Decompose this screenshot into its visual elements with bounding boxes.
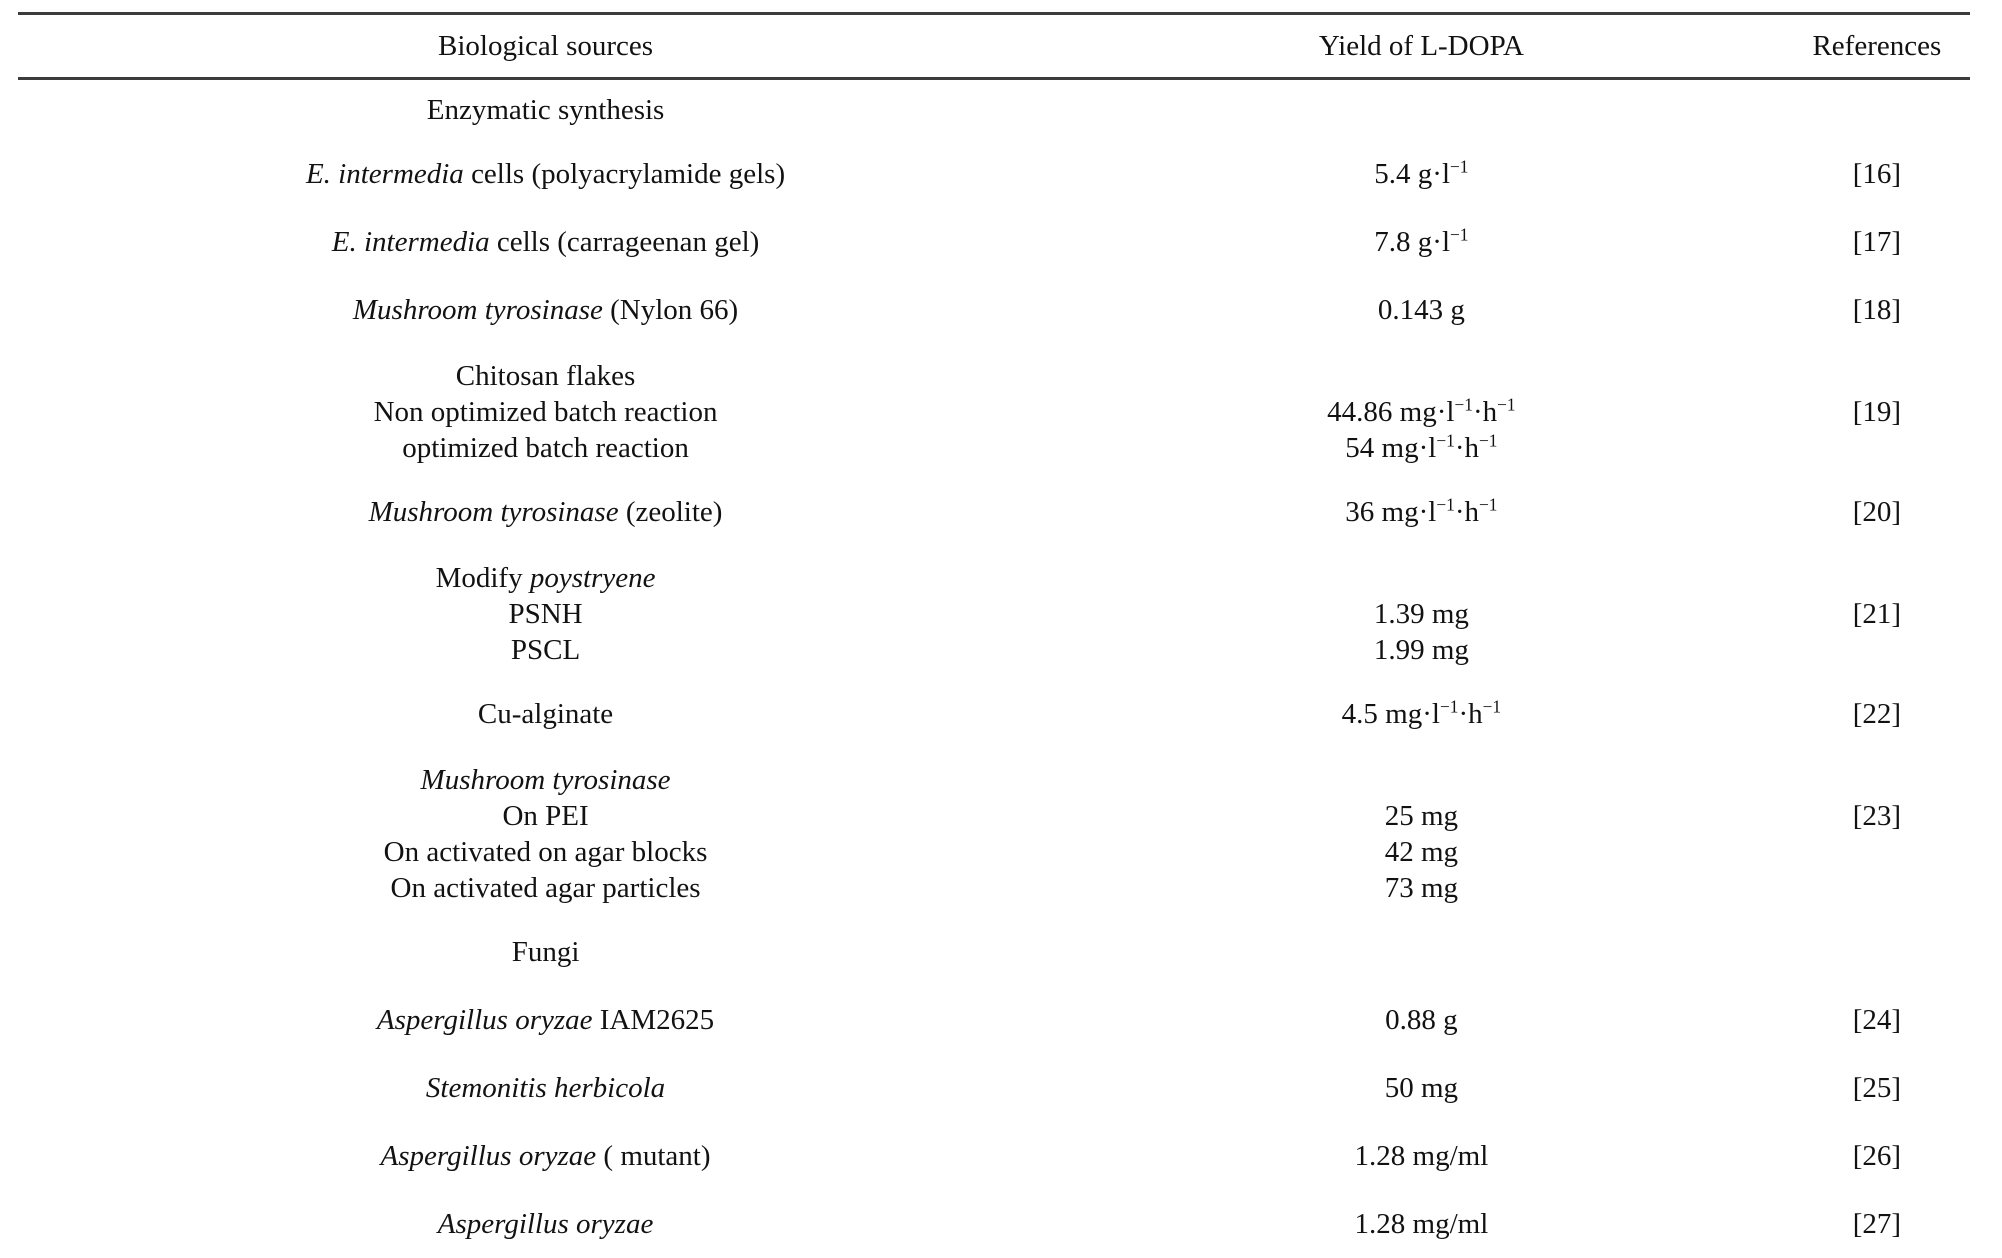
- reference-cell: [1752, 430, 2002, 466]
- source-cell: [0, 1072, 1091, 1105]
- source-text: On PEI: [502, 800, 589, 832]
- source-cell: [0, 762, 1091, 798]
- source-cell: [0, 560, 1091, 596]
- yield-cell: 42 mg: [1384, 836, 1459, 868]
- source-text: E. intermedia: [305, 157, 464, 190]
- table-row: [0, 478, 2002, 546]
- yield-cell: 1.39 mg: [1373, 598, 1469, 630]
- yield-cell: 36 $mg\cdot l^{-1}\cdot h^{-1}$: [1345, 493, 1498, 528]
- table-row: [0, 680, 2002, 748]
- source-text: cells (carrageenan gel): [489, 225, 760, 258]
- source-text: Non optimized batch reaction: [373, 396, 718, 428]
- table-row: [0, 208, 2002, 276]
- source-cell: [0, 430, 1091, 466]
- source-cell: [0, 1208, 1091, 1241]
- reference-cell: [24]: [1852, 1003, 1902, 1036]
- source-text: Aspergillus oryzae: [376, 1003, 593, 1036]
- source-cell: [0, 596, 1091, 632]
- table-row: [0, 1054, 2002, 1122]
- source-cell: [0, 496, 1091, 529]
- table-row: [0, 140, 2002, 208]
- yield-cell: 5.4 $g\cdot l^{-1}$: [1374, 155, 1469, 190]
- column-header-references: References: [1812, 29, 1942, 62]
- source-cell: [0, 870, 1091, 906]
- source-cell: [0, 358, 1091, 394]
- reference-cell: [17]: [1852, 225, 1902, 258]
- group-line: [0, 394, 2002, 430]
- group-line: [0, 870, 2002, 906]
- source-text: Cu-alginate: [477, 697, 614, 730]
- table-row-group: [0, 748, 2002, 918]
- table-row: [0, 1122, 2002, 1190]
- yield-cell: [1091, 762, 1752, 798]
- group-line: [0, 798, 2002, 834]
- source-cell: [0, 294, 1091, 327]
- yield-cell: 1.28 mg/ml: [1354, 1207, 1489, 1240]
- source-text: Fungi: [511, 935, 580, 968]
- source-cell: [0, 632, 1091, 668]
- reference-cell: [18]: [1852, 293, 1902, 326]
- yield-cell: 54 $mg\cdot l^{-1}\cdot h^{-1}$: [1345, 430, 1498, 464]
- table-header-row: [0, 15, 2002, 77]
- table-row: [0, 276, 2002, 344]
- source-cell: [0, 834, 1091, 870]
- yield-cell: [1091, 560, 1752, 596]
- source-cell: [0, 158, 1091, 191]
- group-line: [0, 430, 2002, 466]
- reference-cell: [23]: [1852, 800, 1902, 832]
- source-text: Aspergillus oryzae: [437, 1207, 654, 1240]
- yield-cell: 50 mg: [1384, 1071, 1459, 1104]
- reference-cell: [27]: [1852, 1207, 1902, 1240]
- reference-cell: [1752, 870, 2002, 906]
- source-text: On activated on agar blocks: [383, 836, 708, 868]
- source-cell: [0, 1140, 1091, 1173]
- reference-cell: [1752, 358, 2002, 394]
- reference-cell: [1752, 632, 2002, 668]
- table-row: [0, 986, 2002, 1054]
- column-header-yield: Yield of L-DOPA: [1318, 29, 1524, 62]
- source-cell: [0, 798, 1091, 834]
- source-text: Mushroom tyrosinase: [352, 293, 603, 326]
- source-text: Aspergillus oryzae: [380, 1139, 597, 1172]
- source-cell: [0, 1004, 1091, 1037]
- source-cell: [0, 394, 1091, 430]
- yield-cell: 7.8 $g\cdot l^{-1}$: [1374, 223, 1469, 258]
- section-row: [0, 918, 2002, 986]
- source-text: PSNH: [508, 598, 583, 630]
- source-cell: [0, 936, 1091, 969]
- reference-cell: [1752, 762, 2002, 798]
- source-text: E. intermedia: [331, 225, 490, 258]
- yield-cell: 1.99 mg: [1373, 634, 1469, 666]
- source-text: PSCL: [510, 634, 581, 666]
- source-text: On activated agar particles: [390, 872, 701, 904]
- source-text: IAM2625: [592, 1003, 715, 1036]
- table-row: [0, 1190, 2002, 1258]
- section-row: [0, 80, 2002, 140]
- yield-cell: 4.5 $mg\cdot l^{-1}\cdot h^{-1}$: [1341, 695, 1502, 730]
- source-text: optimized batch reaction: [402, 432, 689, 464]
- group-line: [0, 358, 2002, 394]
- reference-cell: [25]: [1852, 1071, 1902, 1104]
- source-text: Chitosan flakes: [455, 360, 636, 392]
- column-header-biological-sources: Biological sources: [438, 29, 654, 62]
- source-cell: [0, 698, 1091, 731]
- reference-cell: [26]: [1852, 1139, 1902, 1172]
- reference-cell: [19]: [1852, 396, 1902, 428]
- table-row-group: [0, 546, 2002, 680]
- source-cell: [0, 226, 1091, 259]
- source-text: Stemonitis herbicola: [425, 1071, 666, 1104]
- reference-cell: [22]: [1852, 697, 1902, 730]
- source-text: (Nylon 66): [602, 293, 739, 326]
- yield-cell: 0.143 g: [1377, 293, 1465, 326]
- yield-cell: [1091, 358, 1752, 394]
- reference-cell: [16]: [1852, 157, 1902, 190]
- group-line: [0, 632, 2002, 668]
- yield-cell: 44.86 $mg\cdot l^{-1}\cdot h^{-1}$: [1327, 394, 1516, 428]
- yield-cell: 1.28 mg/ml: [1354, 1139, 1489, 1172]
- table-body: [0, 80, 2002, 1258]
- reference-cell: [20]: [1852, 495, 1902, 528]
- source-cell: [0, 94, 1091, 127]
- yield-cell: 25 mg: [1384, 800, 1459, 832]
- yield-cell: 0.88 g: [1385, 1003, 1458, 1036]
- reference-cell: [1752, 560, 2002, 596]
- reference-cell: [21]: [1852, 598, 1902, 630]
- source-text: poystryene: [529, 562, 656, 594]
- reference-cell: [1752, 834, 2002, 870]
- source-text: (zeolite): [618, 495, 723, 528]
- group-line: [0, 560, 2002, 596]
- group-line: [0, 834, 2002, 870]
- group-line: [0, 596, 2002, 632]
- source-text: ( mutant): [596, 1139, 711, 1172]
- source-text: Enzymatic synthesis: [426, 93, 665, 126]
- source-text: Modify: [435, 562, 530, 594]
- source-text: cells (polyacrylamide gels): [463, 157, 786, 190]
- table-row-group: [0, 344, 2002, 478]
- source-text: Mushroom tyrosinase: [420, 764, 671, 796]
- yield-cell: 73 mg: [1384, 872, 1459, 904]
- group-line: [0, 762, 2002, 798]
- source-text: Mushroom tyrosinase: [368, 495, 619, 528]
